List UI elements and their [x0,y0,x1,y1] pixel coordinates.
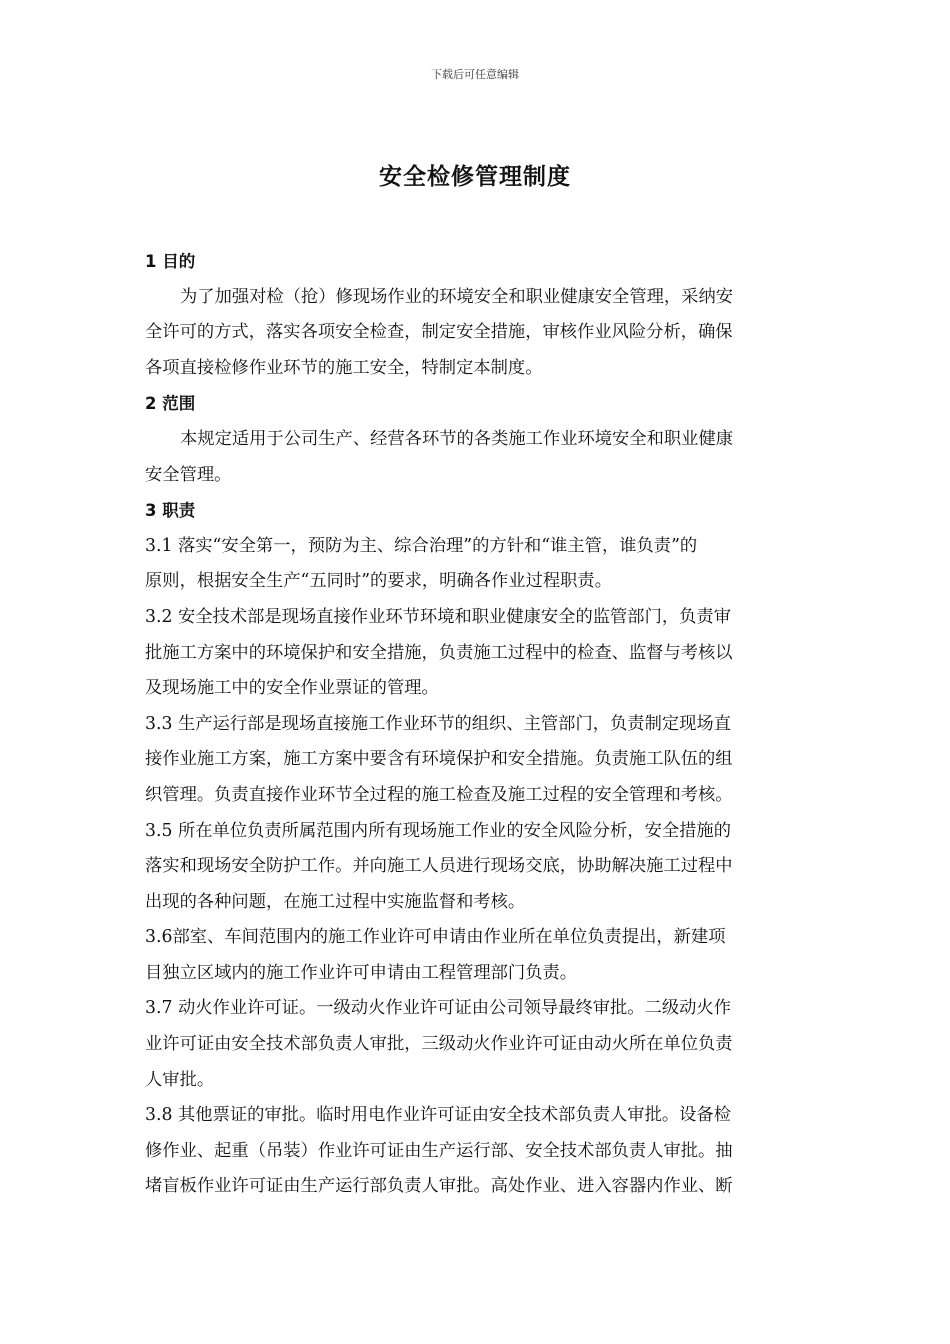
paragraph-line: 出现的各种问题，在施工过程中实施监督和考核。 [145,891,526,912]
paragraph-line: 安全管理。 [145,464,232,485]
paragraph-line: 批施工方案中的环境保护和安全措施，负责施工过程中的检查、监督与考核以 [145,642,733,663]
paragraph-line: 3.3 生产运行部是现场直接施工作业环节的组织、主管部门，负责制定现场直 [145,713,731,734]
header-note: 下载后可任意编辑 [431,68,519,81]
paragraph-line: 3.1 落实“安全第一，预防为主、综合治理”的方针和“谁主管，谁负责”的 [145,535,698,556]
section-heading: 1 目的 [145,252,196,271]
paragraph-line: 落实和现场安全防护工作。并向施工人员进行现场交底，协助解决施工过程中 [145,856,733,877]
document-body [145,244,807,1205]
paragraph-line: 本规定适用于公司生产、经营各环节的各类施工作业环境安全和职业健康 [180,428,734,449]
paragraph-line: 业许可证由安全技术部负责人审批，三级动火作业许可证由动火所在单位负责 [145,1034,733,1055]
paragraph-line: 目独立区域内的施工作业许可申请由工程管理部门负责。 [145,962,578,983]
paragraph-line: 原则，根据安全生产“五同时”的要求，明确各作业过程职责。 [145,571,612,592]
document-title: 安全检修管理制度 [379,164,571,190]
section-heading: 2 范围 [145,394,196,414]
paragraph-line: 各项直接检修作业环节的施工安全，特制定本制度。 [145,357,543,378]
paragraph-line: 3.5 所在单位负责所属范围内所有现场施工作业的安全风险分析，安全措施的 [145,820,731,841]
paragraph-line: 织管理。负责直接作业环节全过程的施工检查及施工过程的安全管理和考核。 [145,784,733,805]
paragraph-line: 3.6部室、车间范围内的施工作业许可申请由作业所在单位负责提出，新建项 [145,927,726,948]
paragraph-line: 3.2 安全技术部是现场直接作业环节环境和职业健康安全的监管部门，负责审 [145,606,731,627]
section-heading: 3 职责 [145,501,196,521]
paragraph-line: 接作业施工方案，施工方案中要含有环境保护和安全措施。负责施工队伍的组 [145,749,733,770]
paragraph-line: 为了加强对检（抢）修现场作业的环境安全和职业健康安全管理，采纳安 [180,286,734,307]
paragraph-line: 3.8 其他票证的审批。临时用电作业许可证由安全技术部负责人审批。设备检 [145,1105,731,1126]
paragraph-line: 修作业、起重（吊装）作业许可证由生产运行部、安全技术部负责人审批。抽 [145,1140,733,1161]
paragraph-line: 全许可的方式，落实各项安全检查，制定安全措施，审核作业风险分析，确保 [145,322,733,343]
paragraph-line: 人审批。 [145,1069,215,1090]
paragraph-line: 3.7 动火作业许可证。一级动火作业许可证由公司领导最终审批。二级动火作 [145,998,731,1019]
paragraph-line: 及现场施工中的安全作业票证的管理。 [145,678,439,699]
paragraph-line: 堵盲板作业许可证由生产运行部负责人审批。高处作业、进入容器内作业、断 [145,1176,733,1197]
